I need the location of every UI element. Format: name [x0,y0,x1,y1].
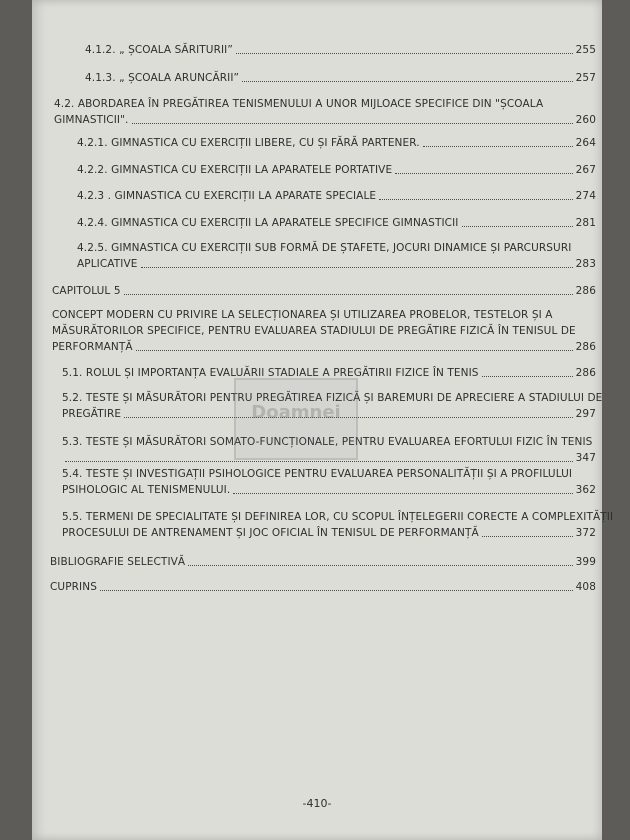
toc-entry [77,162,596,178]
toc-entry-title: 5.2. TESTE ȘI MĂSURĂTORI PENTRU PREGĂTIREA FIZICĂ ȘI BAREMURI DE APRECIERE A STADIULUI DE [62,392,603,404]
toc-entry-title: 4.1.3. „ ȘCOALA ARUNCĂRII” [85,72,240,84]
dot-leader [65,461,573,462]
dot-leader [423,146,573,147]
toc-entry-title: BIBLIOGRAFIE SELECTIVĂ [50,556,186,568]
toc-entry-title-cont: PERFORMANȚĂ [52,341,133,353]
toc-entry-title-cont: MĂSURĂTORILOR SPECIFICE, PENTRU EVALUAREA STADIULUI DE PREGĂTIRE FIZICĂ ÎN TENISUL DE [52,325,576,337]
toc-entry-title: 5.5. TERMENI DE SPECIALITATE ȘI DEFINIREA LOR, CU SCOPUL ÎNȚELEGERII CORECTE A COMPLEXITĂȚII [62,511,614,523]
toc-entry-title: CONCEPT MODERN CU PRIVIRE LA SELECȚIONAREA ȘI UTILIZAREA PROBELOR, TESTELOR ȘI A [52,309,553,321]
toc-entry [85,42,596,58]
toc-entry-title: 4.1.2. „ ȘCOALA SĂRITURII” [85,44,233,56]
toc-page-number: 286 [575,367,596,379]
toc-page-number: 372 [575,527,596,539]
toc-entry [50,579,596,595]
toc-entry-title-cont: PREGĂTIRE [62,408,122,420]
toc-entry-title: 5.3. TESTE ȘI MĂSURĂTORI SOMATO-FUNCȚIONALE, PENTRU EVALUAREA EFORTULUI FIZIC ÎN TENIS [62,436,593,448]
toc-entry [52,307,596,355]
toc-page-number: 362 [575,484,596,496]
toc-entry [85,70,596,86]
toc-entry-title-cont: APLICATIVE [77,258,138,270]
toc-page-number: 347 [575,452,596,464]
toc-entry-title: 5.4. TESTE ȘI INVESTIGAȚII PSIHOLOGICE PENTRU EVALUAREA PERSONALITĂȚII ȘI A PROFILULUI [62,468,573,480]
toc-entry [62,509,614,541]
toc-entry [77,135,596,151]
toc-page-number: 297 [575,408,596,420]
dot-leader [100,590,573,591]
dot-leader [124,294,573,295]
toc-entry [77,215,596,231]
toc-entry-title: CAPITOLUL 5 [52,285,121,297]
dot-leader [482,536,573,537]
dot-leader [462,226,573,227]
toc-entry-title: 4.2. ABORDAREA ÎN PREGĂTIREA TENISMENULUI A UNOR MIJLOACE SPECIFICE DIN "ȘCOALA [54,98,544,110]
toc-page-number: 286 [575,341,596,353]
toc-entry [54,96,596,128]
watermark-text: Doamnei [251,402,341,423]
toc-entry-title-cont: PROCESULUI DE ANTRENAMENT ȘI JOC OFICIAL ÎN TENISUL DE PERFORMANȚĂ [62,527,479,539]
toc-page-number: 283 [575,258,596,270]
dot-leader [188,565,572,566]
dot-leader [395,173,572,174]
toc-entry-title: 4.2.4. GIMNASTICA CU EXERCIȚII LA APARATELE SPECIFICE GIMNASTICII [77,217,459,229]
dot-leader [379,199,573,200]
toc-page-number: 257 [575,72,596,84]
toc-page-number: 267 [575,164,596,176]
toc-page-number: 274 [575,190,596,202]
toc-page-number: 260 [575,114,596,126]
book-page [32,0,614,840]
toc-page-number: 286 [575,285,596,297]
toc-entry [52,283,596,299]
toc-entry-title-cont: PSIHOLOGIC AL TENISMENULUI. [62,484,231,496]
toc-page-number: 399 [575,556,596,568]
toc-entry [77,240,596,272]
toc-entry-title: 4.2.5. GIMNASTICA CU EXERCIȚII SUB FORMĂ DE ȘTAFETE, JOCURI DINAMICE ȘI PARCURSURI [77,242,572,254]
toc-page-number: 281 [575,217,596,229]
toc-page-number: 255 [575,44,596,56]
page-number: -410- [302,797,332,810]
toc-entry-title: 5.1. ROLUL ȘI IMPORTANȚA EVALUĂRII STADIALE A PREGĂTIRII FIZICE ÎN TENIS [62,367,479,379]
toc-page-number: 408 [575,581,596,593]
toc-entry [50,554,596,570]
dot-leader [136,350,573,351]
toc-entry-title: 4.2.2. GIMNASTICA CU EXERCIȚII LA APARATELE PORTATIVE [77,164,393,176]
dot-leader [482,376,573,377]
dot-leader [233,493,572,494]
toc-entry-title: CUPRINS [50,581,97,593]
toc-entry-title: 4.2.3 . GIMNASTICA CU EXERCIȚII LA APARATE SPECIALE [77,190,377,202]
dot-leader [141,267,573,268]
toc-entry [62,466,596,498]
dot-leader [132,123,573,124]
dot-leader [236,53,573,54]
toc-page-number: 264 [575,137,596,149]
toc-entry-title-cont: GIMNASTICII". [54,114,129,126]
toc-entry [77,188,596,204]
watermark [234,378,358,460]
toc-entry-title: 4.2.1. GIMNASTICA CU EXERCIȚII LIBERE, CU ȘI FĂRĂ PARTENER. [77,137,420,149]
dot-leader [242,81,573,82]
